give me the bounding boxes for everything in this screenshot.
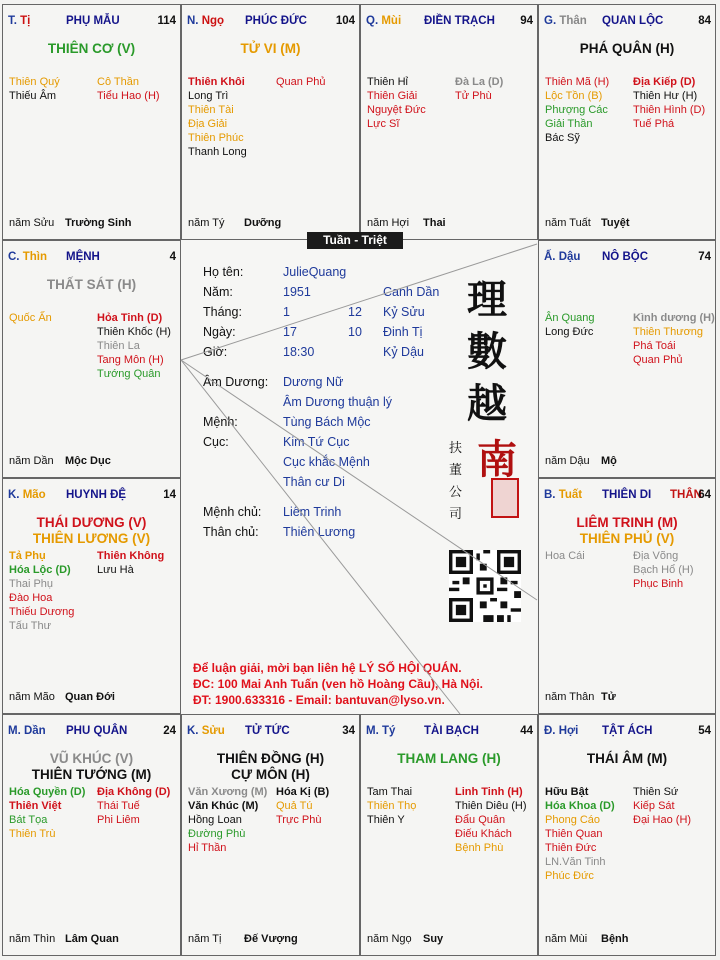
star-item: Tuế Phá [633,118,675,130]
palace-name: TÀI BẠCH [424,725,479,737]
seal-side-text: 扶 董 公 司 [449,441,463,522]
life-phase: Đế Vượng [244,933,298,945]
star-item: Thiên Thọ [367,800,417,812]
palace-footer [9,691,176,705]
palace-header [8,489,176,503]
year-label: năm Mão [9,691,55,703]
star-item: Phong Cáo [545,814,601,826]
stars-right-col [633,785,716,827]
stars-left-col [9,311,97,325]
stars-left-col [9,785,97,841]
branch-label: M. Tý [366,725,396,737]
palace-tuat[interactable] [538,478,716,714]
star-item: Thiên Khốc (H) [97,326,171,338]
life-phase: Lâm Quan [65,933,119,945]
star-item: Tử Phù [455,90,492,102]
palace-dau[interactable] [538,240,716,478]
seal-char-4: 南 [477,436,517,483]
year-label: năm Ngọ [367,933,412,945]
palace-ti[interactable] [2,4,181,240]
palace-header [366,15,533,29]
stars-right-col [97,549,181,577]
palace-header [544,489,711,503]
stars-left-col [545,549,633,563]
palace-footer [188,933,355,947]
palace-number: 114 [157,15,176,27]
contact-line-2: ĐC: 100 Mai Anh Tuấn (ven hồ Hoàng Cầu), Hà Nội. [193,677,484,691]
palace-name: ĐIỀN TRẠCH [424,15,495,27]
star-item: Phi Liêm [97,814,140,826]
than-marker: THÂN [670,489,702,501]
year-label: năm Sửu [9,217,55,229]
palace-mui[interactable] [360,4,538,240]
major-star: THAM LANG (H) [397,751,501,766]
label-ho-ten: Họ tên: [203,265,244,279]
palace-name: TẬT ÁCH [602,725,653,737]
value-ho-ten: JulieQuang [283,265,347,279]
star-item: Thiên Giải [367,90,418,102]
star-item: Trực Phù [276,814,322,826]
stars-left-col [545,75,633,145]
star-item: Hỉ Thần [188,842,227,854]
star-item: Thiên Hình (D) [633,104,706,116]
star-item: Thiên Trù [9,828,56,840]
star-item: Quả Tú [276,800,313,812]
star-item: Địa Giải [188,118,228,130]
star-item: Địa Không (D) [97,786,171,798]
stars-left-col [367,785,455,827]
stars-left-col [367,75,455,131]
branch-label: N. Ngọ [187,15,225,27]
star-item: Hóa Lộc (D) [9,564,71,576]
star-item: Phượng Các [545,104,608,116]
star-item: Phúc Đức [545,870,594,882]
star-item: Thiên Y [367,814,405,826]
branch-label: G. Thân [544,15,587,27]
star-item: Thiên Quan [545,828,603,840]
year-label: năm Tị [188,933,222,945]
palace-dan[interactable] [2,714,181,956]
palace-footer [9,455,176,469]
stars-left-col [9,75,97,103]
palace-name: MỆNH [66,251,100,263]
label-menh: Mệnh: [203,415,238,429]
star-item: Lực Sĩ [367,118,400,130]
seal-char-1: 理 [467,276,507,323]
star-item: Địa Kiếp (D) [633,76,696,88]
stars-right-col [276,785,360,827]
star-item: Tam Thai [367,786,413,798]
star-item: Hoa Cái [545,550,585,562]
star-item: Thiên Phúc [188,132,244,144]
value-cuc-2: Cục khắc Mệnh [283,455,370,469]
stars-right-col [97,75,181,103]
major-star: THIÊN PHỦ (V) [579,531,675,546]
stars-right-col [276,75,360,89]
value-gio-can: Kỷ Dậu [383,345,424,359]
contact-info [193,660,483,708]
palace-number: 24 [163,725,176,737]
palace-header [8,251,176,265]
major-star: THẤT SÁT (H) [46,277,137,292]
star-item: Ân Quang [545,312,595,324]
palace-header [366,725,533,739]
palace-number: 4 [169,251,176,263]
year-label: năm Dần [9,455,54,467]
palace-mao[interactable] [2,478,181,714]
palace-hoi[interactable] [538,714,716,956]
star-item: Thiên Diêu (H) [455,800,527,812]
life-phase: Mộ [601,455,617,467]
calligraphy-seal [451,268,521,548]
palace-number: 64 [698,489,711,501]
star-item: Long Trì [188,90,229,102]
star-item: Lộc Tồn (B) [545,90,603,102]
star-item: Đường Phù [188,828,246,840]
branch-label: Ấ. Dậu [544,251,581,263]
stars-right-col [455,75,538,103]
branch-label: Q. Mùi [366,15,402,27]
star-item: Kiếp Sát [633,800,675,812]
star-item: Hóa Khoa (D) [545,800,615,812]
contact-line-1: Để luận giải, mời bạn liên hệ LÝ SỐ HỘI QUÁN. [193,661,462,675]
palace-number: 94 [520,15,533,27]
value-am-duong-1: Dương Nữ [283,375,344,389]
palace-name: NÔ BỘC [602,251,648,263]
star-item: Long Đức [545,326,594,338]
year-label: năm Tý [188,217,225,229]
star-item: Điếu Khách [455,828,512,840]
stars-right-col [97,311,181,381]
major-star: LIÊM TRINH (M) [576,515,678,530]
life-phase: Bệnh [601,933,629,945]
branch-label: K. Mão [8,489,46,501]
year-label: năm Hợi [367,217,410,229]
major-star: THIÊN LƯƠNG (V) [32,531,151,546]
palace-footer [367,217,533,231]
star-item: Bệnh Phù [455,842,504,854]
palace-number: 74 [698,251,711,263]
star-item: Hồng Loan [188,814,242,826]
palace-ngo[interactable] [181,4,360,240]
label-menh-chu: Mệnh chủ: [203,505,262,519]
star-item: Quan Phủ [633,354,683,366]
palace-footer [545,455,711,469]
label-than-chu: Thân chủ: [203,525,259,539]
branch-label: M. Dần [8,725,46,737]
stars-left-col [545,785,633,883]
palace-than[interactable] [538,4,716,240]
palace-header [187,725,355,739]
star-item: Đại Hao (H) [633,814,692,826]
stars-right-col [633,75,716,131]
star-item: Bạch Hổ (H) [633,564,694,576]
major-star: THIÊN CƠ (V) [47,41,136,56]
major-star: CỰ MÔN (H) [231,767,310,782]
life-phase: Dưỡng [244,217,282,229]
value-cuc: Kim Tứ Cục [283,435,350,449]
life-phase: Suy [423,933,444,945]
palace-name: THIÊN DI [602,489,652,501]
stars-right-col [97,785,181,827]
label-thang: Tháng: [203,305,242,319]
stars-left-col [188,785,276,855]
star-item: Nguyệt Đức [367,104,426,116]
life-phase: Thai [423,217,446,229]
star-item: Hỏa Tinh (D) [97,312,163,324]
value-menh: Tùng Bách Mộc [283,415,371,429]
star-item: Bác Sỹ [545,132,580,144]
label-nam: Năm: [203,285,233,299]
qr-code [449,550,521,622]
star-item: Đẩu Quân [455,814,506,826]
star-item: Tang Môn (H) [97,354,164,366]
star-item: Cô Thần [97,76,139,88]
stars-right-col [633,549,716,591]
palace-name: PHÚC ĐỨC [245,15,307,27]
star-item: Thiếu Dương [9,606,75,618]
label-am-duong: Âm Dương: [203,375,269,389]
palace-ty[interactable] [360,714,538,956]
stars-right-col [633,311,716,367]
star-item: Thiên Sứ [633,786,679,798]
life-phase: Trường Sinh [65,217,132,229]
value-cuc-3: Thân cư Di [283,475,345,489]
branch-label: T. Tị [8,15,31,27]
stars-right-col [455,785,538,855]
red-stamp [491,478,519,518]
palace-header [8,725,176,739]
star-item: Tiểu Hao (H) [97,90,160,102]
palace-header [8,15,176,29]
palace-number: 44 [520,725,533,737]
palace-number: 14 [163,489,176,501]
year-label: năm Thân [545,691,595,703]
value-than-chu: Thiên Lương [283,525,356,539]
palace-header [544,725,711,739]
star-item: Thiên Mã (H) [545,76,610,88]
major-star: VŨ KHÚC (V) [49,751,134,766]
star-item: Phục Binh [633,578,684,590]
palace-footer [545,691,711,705]
star-item: Thiên Hỉ [367,76,408,88]
value-nam: 1951 [283,285,311,299]
palace-name: TỬ TỨC [245,725,290,737]
star-item: Thanh Long [188,146,247,158]
palace-number: 104 [335,15,355,27]
star-item: Phá Toái [633,340,676,352]
value-gio: 18:30 [283,345,315,359]
major-star: THIÊN ĐỒNG (H) [216,751,325,766]
palace-number: 34 [342,725,355,737]
value-ngay: 17 [283,325,297,339]
star-item: Thiên Đức [545,842,597,854]
palace-footer [367,933,533,947]
palace-name: HUYNH ĐỆ [66,489,127,501]
star-item: Tấu Thư [9,620,52,632]
branch-label: C. Thìn [8,251,47,263]
star-item: Đào Hoa [9,592,53,604]
value-nam-can: Canh Dần [383,285,440,299]
value-ngay-am: 10 [348,325,362,339]
life-phase: Tử [601,691,616,703]
seal-char-3: 越 [467,380,507,427]
value-thang: 1 [283,305,290,319]
star-item: Văn Khúc (M) [188,800,259,812]
seal-char-2: 數 [467,328,507,375]
star-item: Kình dương (H) [633,312,715,324]
palace-footer [545,933,711,947]
star-item: Địa Võng [633,550,679,562]
major-star: THÁI DƯƠNG (V) [36,515,147,530]
label-ngay: Ngày: [203,325,236,339]
stars-left-col [545,311,633,339]
star-item: Đà La (D) [455,76,504,88]
star-item: Văn Xương (M) [188,786,268,798]
star-item: Thiên Việt [9,800,62,812]
branch-label: Đ. Hợi [544,725,579,737]
year-label: năm Dậu [545,455,590,467]
star-item: Thiên Không [97,550,165,562]
palace-footer [188,217,355,231]
palace-name: PHỤ MẪU [66,15,120,27]
star-item: Quan Phủ [276,76,326,88]
label-gio: Giờ: [203,345,228,359]
label-cuc: Cục: [203,435,229,449]
major-star: THIÊN TƯỚNG (M) [31,767,152,782]
star-item: LN.Văn Tinh [545,856,606,868]
star-item: Quốc Ấn [9,312,52,324]
stars-left-col [188,75,276,159]
palace-name: QUAN LỘC [602,15,664,27]
star-item: Thiếu Âm [9,90,57,102]
star-item: Hữu Bật [545,786,589,798]
star-item: Hóa Kị (B) [276,786,330,798]
star-item: Thiên Hư (H) [633,90,698,102]
palace-name: PHU QUÂN [66,725,128,737]
value-thang-can: Kỷ Sửu [383,305,425,319]
star-item: Thiên Tài [188,104,234,116]
star-item: Giải Thần [545,118,593,130]
star-item: Tướng Quân [97,368,161,380]
star-item: Thiên Quý [9,76,60,88]
star-item: Bát Tọa [9,814,48,826]
year-label: năm Mùi [545,933,588,945]
life-phase: Mộc Dục [65,455,111,467]
life-phase: Quan Đới [65,691,115,703]
value-am-duong-2: Âm Dương thuận lý [283,395,392,409]
palace-thin[interactable] [2,240,181,478]
palace-footer [9,933,176,947]
star-item: Thiên Khôi [188,76,245,88]
value-menh-chu: Liêm Trinh [283,505,342,519]
branch-label: B. Tuất [544,489,583,501]
star-item: Hóa Quyền (D) [9,786,86,798]
star-item: Thái Tuế [97,800,140,812]
contact-line-3: ĐT: 1900.633316 - Email: bantuvan@lyso.vn. [193,693,445,707]
star-item: Thiên Thương [633,326,704,338]
value-thang-am: 12 [348,305,362,319]
major-star: TỬ VI (M) [240,41,301,56]
stars-left-col [9,549,97,633]
life-phase: Tuyệt [601,217,630,229]
star-item: Thiên La [97,340,140,352]
major-star: PHÁ QUÂN (H) [579,41,675,56]
year-label: năm Tuất [545,217,591,229]
palace-number: 84 [698,15,711,27]
value-ngay-can: Đinh Tị [383,325,423,339]
palace-number: 54 [698,725,711,737]
year-label: năm Thìn [9,933,56,945]
palace-footer [9,217,176,231]
tuan-triet-marker: Tuần - Triệt [307,232,403,249]
branch-label: K. Sửu [187,725,225,737]
star-item: Linh Tinh (H) [455,786,523,798]
star-item: Thai Phụ [9,578,54,590]
star-item: Lưu Hà [97,564,134,576]
palace-header [544,15,711,29]
palace-suu[interactable] [181,714,360,956]
palace-footer [545,217,711,231]
center-info-panel [181,240,537,714]
palace-header [187,15,355,29]
major-star: THÁI ÂM (M) [586,751,668,766]
palace-header [544,251,711,265]
star-item: Tả Phụ [9,550,46,562]
